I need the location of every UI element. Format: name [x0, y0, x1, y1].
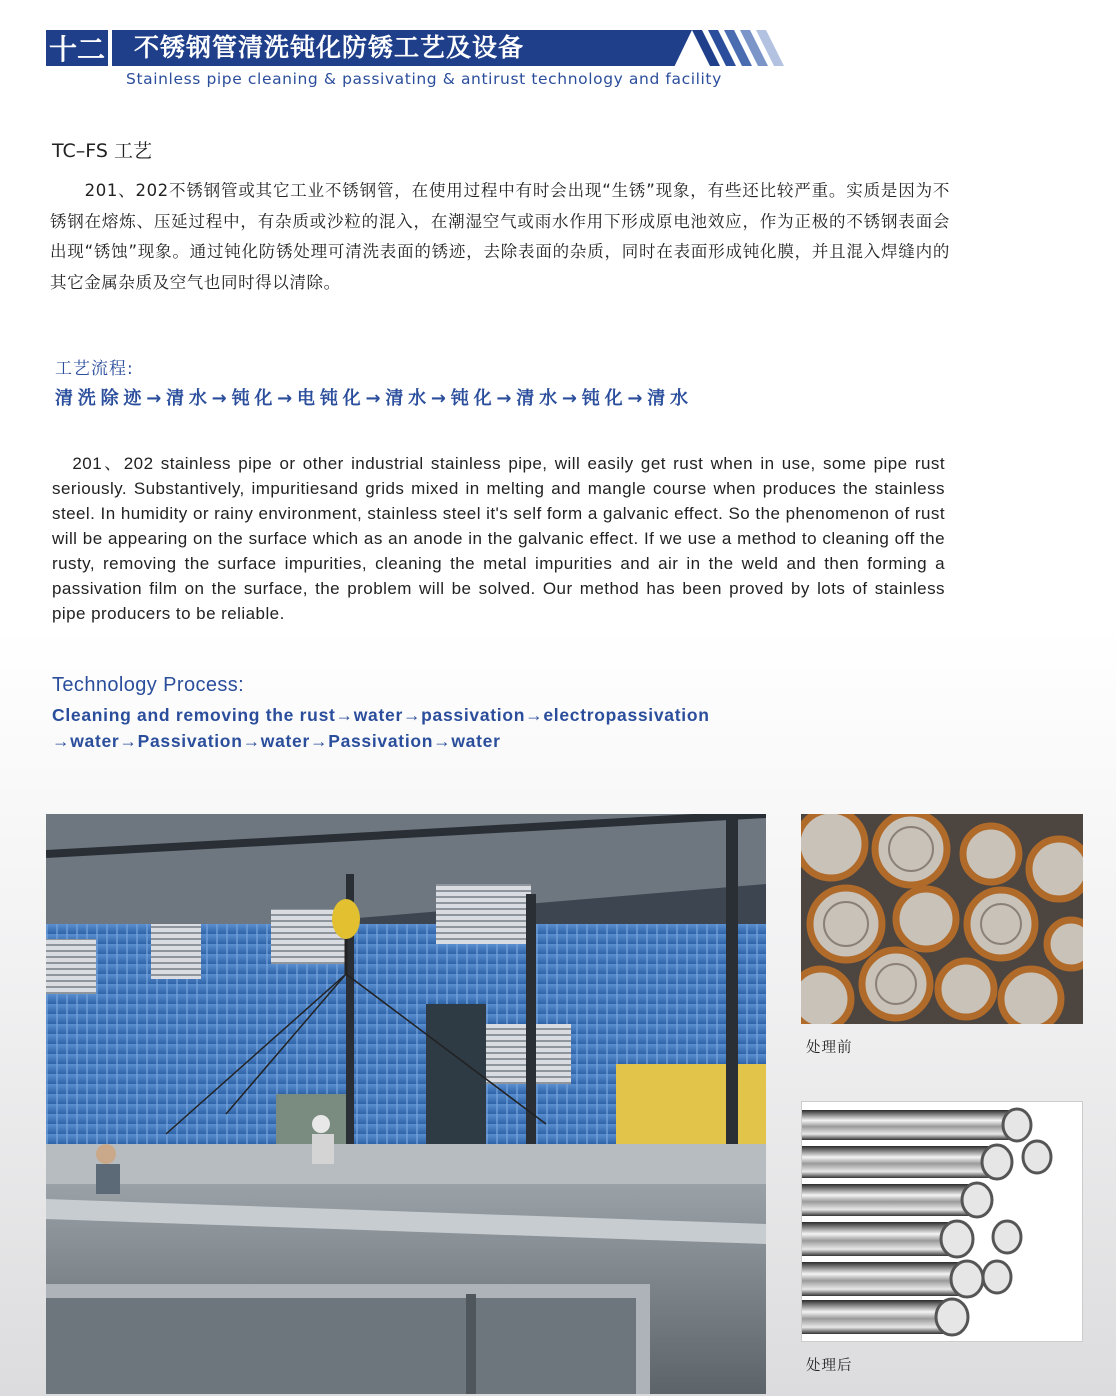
page-header	[0, 0, 1116, 100]
english-description: 201、202 stainless pipe or other industrial stainless pipe, will easily get rust when in use, some pipe rust seriously. Substantively, impuritiesand grids mixed in melting and mangle course when produces the stainless steel. In humidity or rainy environment, stainless steel it's self form a galvanic effect. So the phenomenon of rust will be appearing on the surface which as an anode in the galvanic effect. If we use a method to cleaning off the rusty, removing the surface impurities, cleaning the metal impurities and air in the weld and then forming a passivation film on the surface, the problem will be solved. Our method has been proved by lots of stainless pipe producers to be reliable.	[52, 454, 945, 623]
factory-photo	[46, 814, 766, 1394]
section-number: 十二	[46, 30, 108, 66]
process-flow-en-line1: Cleaning and removing the rust→water→passivation→electropassivation	[52, 705, 710, 725]
polished-pipes-photo	[801, 1101, 1083, 1342]
section-title: 不锈钢管清洗钝化防锈工艺及设备	[134, 33, 525, 62]
process-flow-cn: 清洗除迹→清水→钝化→电钝化→清水→钝化→清水→钝化→清水	[55, 388, 693, 409]
process-flow-label-en: Technology Process:	[52, 674, 245, 696]
chinese-description: 201、202不锈钢管或其它工业不锈钢管，在使用过程中有时会出现“生锈”现象，有些还比较严重。实质是因为不锈钢在熔炼、压延过程中，有杂质或沙粒的混入，在潮湿空气或雨水作用下形成原电池效应，作为正极的不锈钢表面会出现“锈蚀”现象。通过钝化防锈处理可清洗表面的锈迹，去除表面的杂质，同时在表面形成钝化膜，并且混入焊缝内的其它金属杂质及空气也同时得以清除。	[50, 181, 950, 292]
decorative-stripes	[684, 30, 784, 66]
process-flow-en-line2: →water→Passivation→water→Passivation→water	[52, 731, 501, 751]
caption-after: 处理后	[806, 1358, 853, 1374]
process-flow-label-cn: 工艺流程:	[55, 359, 134, 379]
section-subtitle: Stainless pipe cleaning & passivating & antirust technology and facility	[126, 70, 722, 88]
rusty-pipes-photo	[801, 814, 1083, 1024]
caption-before: 处理前	[806, 1040, 853, 1056]
process-title: TC–FS 工艺	[52, 140, 152, 162]
process-flow-en	[52, 702, 952, 754]
